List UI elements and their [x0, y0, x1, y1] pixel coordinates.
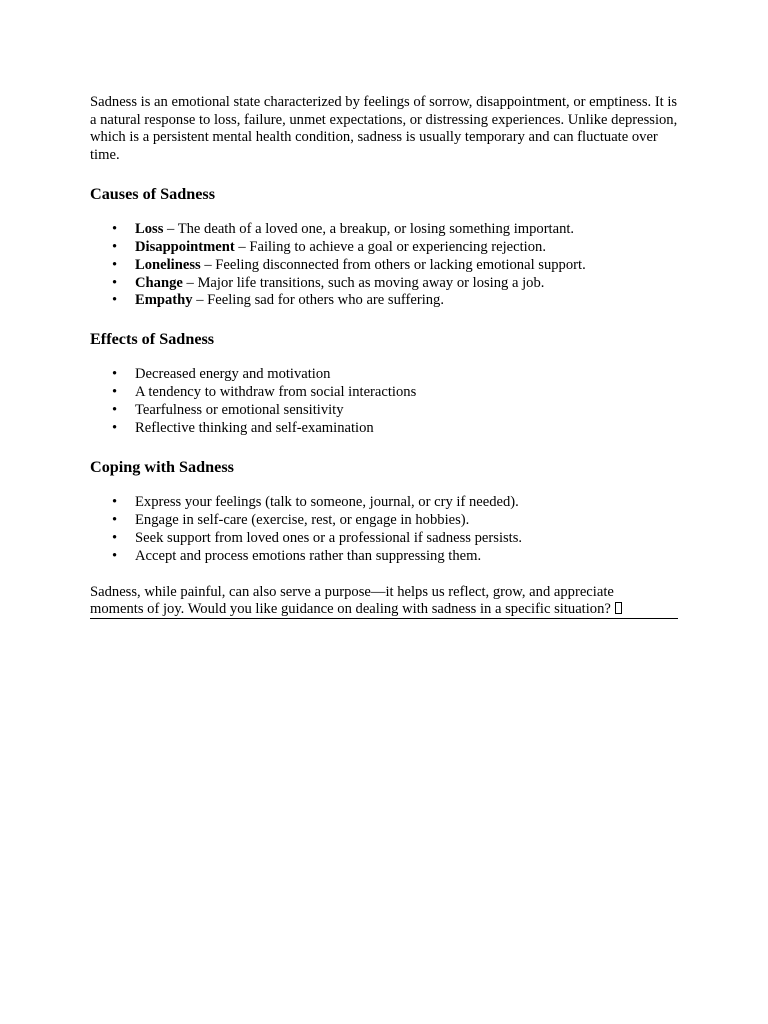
cause-desc: – The death of a loved one, a breakup, or losing something important. — [163, 220, 575, 237]
effect-text: Reflective thinking and self-examination — [135, 420, 374, 437]
bullet-icon: • — [112, 292, 118, 309]
cause-term: Loss — [135, 220, 164, 237]
bullet-icon: • — [112, 529, 118, 546]
bullet-icon: • — [112, 420, 118, 437]
cause-term: Change — [135, 274, 183, 291]
list-item — [90, 366, 680, 384]
bullet-icon: • — [112, 238, 118, 255]
causes-list — [90, 221, 680, 311]
bullet-icon: • — [112, 493, 118, 510]
list-item — [90, 548, 680, 566]
effect-text: Decreased energy and motivation — [135, 366, 331, 383]
effects-list — [90, 366, 680, 438]
cause-desc: – Feeling sad for others who are suffering. — [192, 292, 444, 309]
cause-term: Disappointment — [135, 238, 235, 255]
intro-paragraph: Sadness is an emotional state characterized by feelings of sorrow, disappointment, or emptiness. It is a natural response to loss, failure, unmet expectations, or distressing experiences. Unlike depression, which is a persistent mental health condition, sadness is usually temporary and can fluctuate over time. — [90, 94, 678, 164]
bullet-icon: • — [112, 274, 118, 291]
list-item — [90, 239, 680, 257]
underline-rule — [90, 618, 678, 619]
bullet-icon: • — [112, 256, 118, 273]
coping-text: Seek support from loved ones or a professional if sadness persists. — [135, 529, 523, 546]
effects-heading: Effects of Sadness — [90, 330, 215, 349]
effect-text: Tearfulness or emotional sensitivity — [135, 402, 344, 419]
list-item — [90, 275, 680, 293]
closing-line-2-wrap — [90, 601, 680, 619]
bullet-icon: • — [112, 402, 118, 419]
list-item — [90, 221, 680, 239]
effect-text: A tendency to withdraw from social interactions — [135, 384, 417, 401]
list-item — [90, 257, 680, 275]
coping-list — [90, 494, 680, 566]
coping-text: Express your feelings (talk to someone, journal, or cry if needed). — [135, 493, 519, 510]
list-item — [90, 512, 680, 530]
coping-text: Accept and process emotions rather than suppressing them. — [135, 547, 482, 564]
list-item — [90, 384, 680, 402]
bullet-icon: • — [112, 547, 118, 564]
list-item — [90, 420, 680, 438]
bullet-icon: • — [112, 220, 118, 237]
cause-term: Empathy — [135, 292, 193, 309]
document-page — [90, 94, 680, 619]
cause-desc: – Failing to achieve a goal or experiencing rejection. — [234, 238, 546, 255]
list-item — [90, 292, 680, 310]
bullet-icon: • — [112, 511, 118, 528]
coping-heading: Coping with Sadness — [90, 457, 234, 476]
missing-glyph-box-icon — [615, 602, 622, 614]
closing-line-2: moments of joy. Would you like guidance on dealing with sadness in a specific situation? — [90, 601, 611, 618]
list-item — [90, 402, 680, 420]
cause-desc: – Major life transitions, such as moving away or losing a job. — [182, 274, 545, 291]
list-item — [90, 494, 680, 512]
list-item — [90, 530, 680, 548]
closing-paragraph — [90, 584, 680, 619]
bullet-icon: • — [112, 366, 118, 383]
cause-desc: – Feeling disconnected from others or lacking emotional support. — [200, 256, 586, 273]
causes-heading: Causes of Sadness — [90, 184, 216, 203]
cause-term: Loneliness — [135, 256, 201, 273]
coping-text: Engage in self-care (exercise, rest, or engage in hobbies). — [135, 511, 470, 528]
closing-line-1: Sadness, while painful, can also serve a purpose—it helps us reflect, grow, and appreciate — [90, 583, 614, 600]
bullet-icon: • — [112, 384, 118, 401]
